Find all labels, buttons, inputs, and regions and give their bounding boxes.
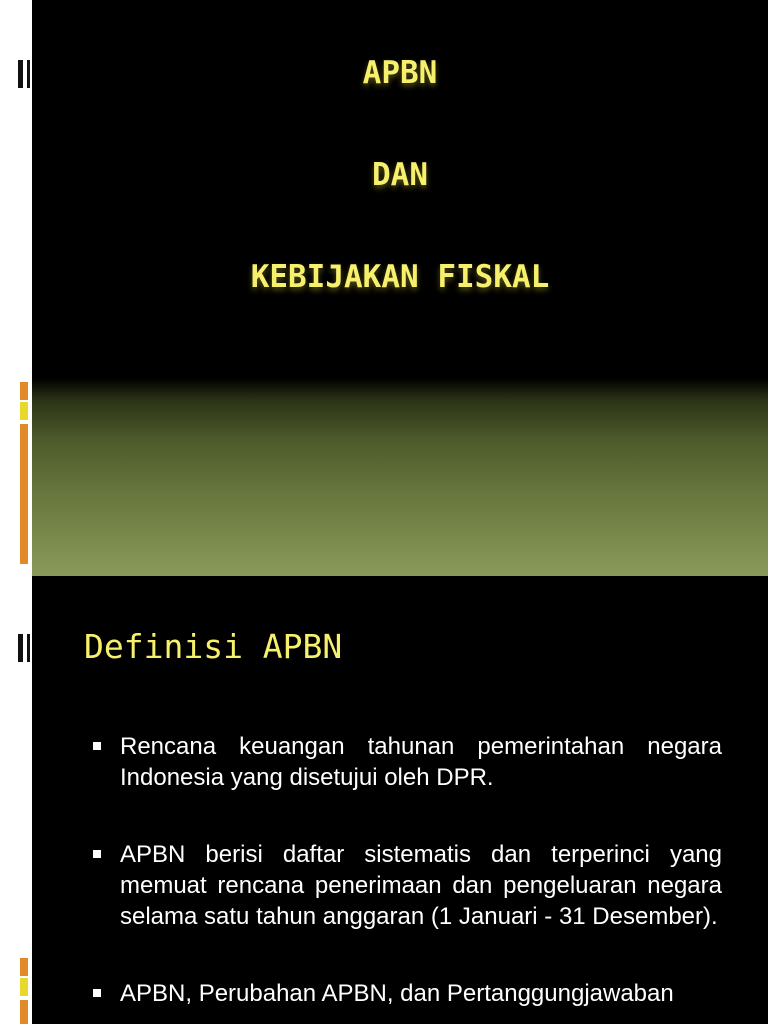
square-bullet-icon xyxy=(93,850,101,858)
list-item xyxy=(90,978,722,1009)
slide-title xyxy=(32,0,768,576)
deco-bar-yellow xyxy=(20,402,28,420)
deco-bar-orange xyxy=(20,382,28,400)
slide-marker-icon xyxy=(18,634,30,662)
bullet-text: APBN, Perubahan APBN, dan Pertanggungjawaban xyxy=(120,980,674,1007)
deco-bar-orange-long xyxy=(20,424,28,564)
bullet-list xyxy=(90,731,722,1024)
slide-definisi-heading: Definisi APBN xyxy=(84,627,343,666)
bullet-text: APBN berisi daftar sistematis dan terperinci yang memuat rencana penerimaan dan pengeluaran negara selama satu tahun anggaran (1 Januari - 31 Desember). xyxy=(120,841,722,930)
deco-bar-orange-long xyxy=(20,1000,28,1024)
slide-marker-icon xyxy=(18,60,30,88)
bullet-text: Rencana keuangan tahunan pemerintahan negara Indonesia yang disetujui oleh DPR. xyxy=(120,733,722,791)
list-item xyxy=(90,731,722,793)
title-line-1: APBN xyxy=(362,55,438,91)
deco-bar-yellow xyxy=(20,978,28,996)
slide-definisi xyxy=(32,576,768,1024)
list-item xyxy=(90,839,722,932)
square-bullet-icon xyxy=(93,989,101,997)
square-bullet-icon xyxy=(93,742,101,750)
slide-title-heading xyxy=(32,55,768,364)
title-line-3: KEBIJAKAN FISKAL xyxy=(250,259,550,295)
title-line-2: DAN xyxy=(372,157,428,193)
deco-bar-orange xyxy=(20,958,28,976)
